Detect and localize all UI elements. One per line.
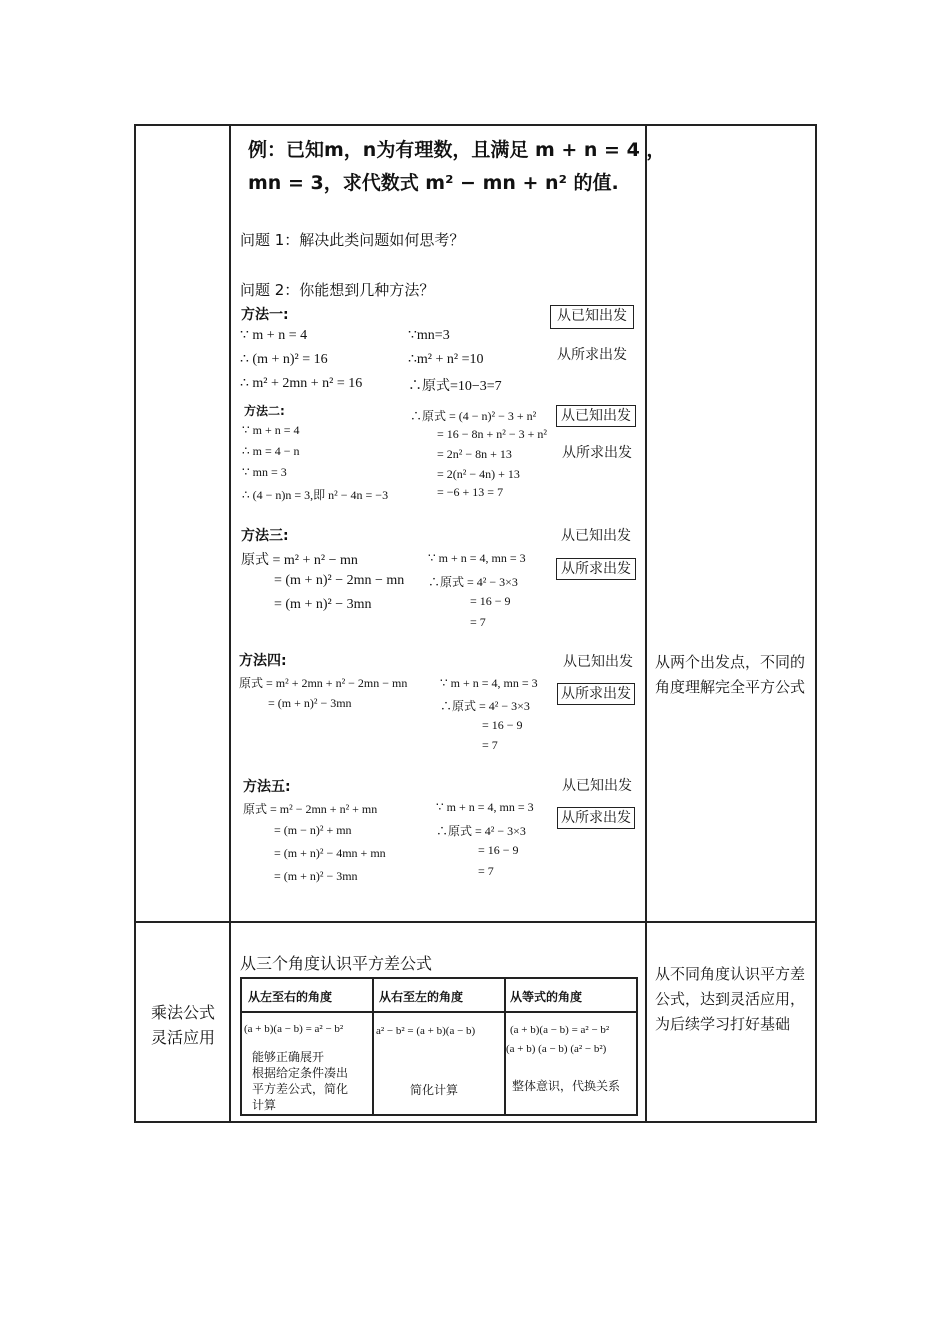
difference-of-squares-table xyxy=(240,977,638,1116)
method-step: = 7 xyxy=(482,738,498,752)
method-step: = (m + n)² − 3mn xyxy=(274,597,372,612)
tag-from-known: 从已知出发 xyxy=(561,528,631,544)
method-step: ∵ mn = 3 xyxy=(242,465,287,479)
example-line-2: mn = 3，求代数式 m² − mn + n² 的值. xyxy=(248,172,619,194)
table-note: 能够正确展开 根据给定条件凑出 平方差公式，简化 计算 xyxy=(252,1050,349,1112)
method-step: = 16 − 9 xyxy=(470,594,511,608)
method-step: = 16 − 8n + n² − 3 + n² xyxy=(437,427,548,441)
table-right-border xyxy=(815,124,817,1123)
method-step: ∴原式 = 4² − 3×3 xyxy=(436,824,526,838)
method-step: ∴原式=10−3=7 xyxy=(408,379,502,394)
method-step: ∴m² + n² =10 xyxy=(408,352,484,367)
method-step: = (m + n)² − 3mn xyxy=(268,696,352,710)
tag-from-goal: 从所求出发 xyxy=(562,445,632,461)
table-note: 整体意识，代换关系 xyxy=(512,1079,621,1093)
table-col-divider-2 xyxy=(645,124,647,1123)
tag-from-goal: 从所求出发 xyxy=(557,347,627,363)
table-formula: a² − b² = (a + b)(a − b) xyxy=(376,1025,476,1037)
tag-from-known: 从已知出发 xyxy=(562,778,632,794)
example-line-1: 例：已知m，n为有理数，且满足 m + n = 4 ， xyxy=(248,139,666,161)
table-header: 从等式的角度 xyxy=(510,990,583,1004)
table-col-divider-1 xyxy=(229,124,231,1123)
method-title: 方法二: xyxy=(244,404,285,418)
method-step: ∴ m = 4 − n xyxy=(242,444,300,458)
method-step: 原式 = m² + n² − mn xyxy=(241,553,358,568)
table-col-divider xyxy=(372,979,374,1114)
table-row-divider xyxy=(134,921,816,923)
tag-from-known: 从已知出发 xyxy=(563,654,633,670)
method-step: ∴原式 = (4 − n)² − 3 + n² xyxy=(410,409,537,423)
method-step: = 16 − 9 xyxy=(478,843,519,857)
method-step: ∵ m + n = 4 xyxy=(240,328,308,343)
row1-comment: 从两个出发点，不同的角度理解完全平方公式 xyxy=(655,653,806,696)
tag-from-known-boxed: 从已知出发 xyxy=(556,405,636,427)
method-title: 方法四: xyxy=(239,653,287,669)
table-bottom-border xyxy=(134,1121,816,1123)
method-title: 方法五: xyxy=(243,779,291,795)
method-step: 原式 = m² − 2mn + n² + mn xyxy=(243,802,378,816)
method-step: = (m − n)² + mn xyxy=(274,823,352,837)
table-header: 从左至右的角度 xyxy=(248,990,333,1004)
table-left-border xyxy=(134,124,136,1123)
method-step: 原式 = m² + 2mn + n² − 2mn − mn xyxy=(239,676,408,690)
question-2: 问题 2：你能想到几种方法？ xyxy=(240,281,435,299)
tag-from-known-boxed: 从已知出发 xyxy=(550,305,634,329)
method-step: = −6 + 13 = 7 xyxy=(437,485,504,499)
method-step: ∴ (4 − n)n = 3,即 n² − 4n = −3 xyxy=(242,488,389,502)
method-step: ∵ m + n = 4 xyxy=(242,423,300,437)
method-step: = 7 xyxy=(470,615,486,629)
method-step: ∴ m² + 2mn + n² = 16 xyxy=(240,376,363,391)
tag-from-goal-boxed: 从所求出发 xyxy=(556,558,636,580)
method-step: = (m + n)² − 4mn + mn xyxy=(274,846,386,860)
tag-from-goal-boxed: 从所求出发 xyxy=(557,807,635,829)
table-formula: (a + b)(a − b) = a² − b² xyxy=(510,1024,610,1036)
method-step: ∴ (m + n)² = 16 xyxy=(240,352,328,367)
question-1: 问题 1：解决此类问题如何思考？ xyxy=(240,231,465,249)
method-step: ∵ m + n = 4, mn = 3 xyxy=(428,551,526,565)
method-step: = 7 xyxy=(478,864,494,878)
table-note: 简化计算 xyxy=(410,1083,459,1097)
method-step: ∴原式 = 4² − 3×3 xyxy=(428,575,518,589)
row2-label: 乘法公式灵活应用 xyxy=(150,1003,215,1047)
method-step: = 2(n² − 4n) + 13 xyxy=(437,467,520,481)
method-step: = 16 − 9 xyxy=(482,718,523,732)
tag-from-goal-boxed: 从所求出发 xyxy=(557,683,635,705)
method-step: = (m + n)² − 3mn xyxy=(274,869,358,883)
method-title: 方法三: xyxy=(241,528,289,544)
table-header-divider xyxy=(242,1011,636,1013)
method-step: = (m + n)² − 2mn − mn xyxy=(274,573,405,588)
method-step: ∵mn=3 xyxy=(408,328,450,343)
table-top-border xyxy=(134,124,816,126)
method-title: 方法一: xyxy=(241,307,289,323)
method-step: ∴原式 = 4² − 3×3 xyxy=(440,699,530,713)
table-formula-extra: (a + b) (a − b) (a² − b²) xyxy=(506,1043,607,1055)
row2-comment: 从不同角度认识平方差公式，达到灵活应用，为后续学习打好基础 xyxy=(655,965,806,1033)
method-step: ∵ m + n = 4, mn = 3 xyxy=(440,676,538,690)
method-step: = 2n² − 8n + 13 xyxy=(437,447,512,461)
table-header: 从右至左的角度 xyxy=(379,990,464,1004)
row2-heading: 从三个角度认识平方差公式 xyxy=(240,954,433,973)
table-formula: (a + b)(a − b) = a² − b² xyxy=(244,1023,344,1035)
method-step: ∵ m + n = 4, mn = 3 xyxy=(436,800,534,814)
